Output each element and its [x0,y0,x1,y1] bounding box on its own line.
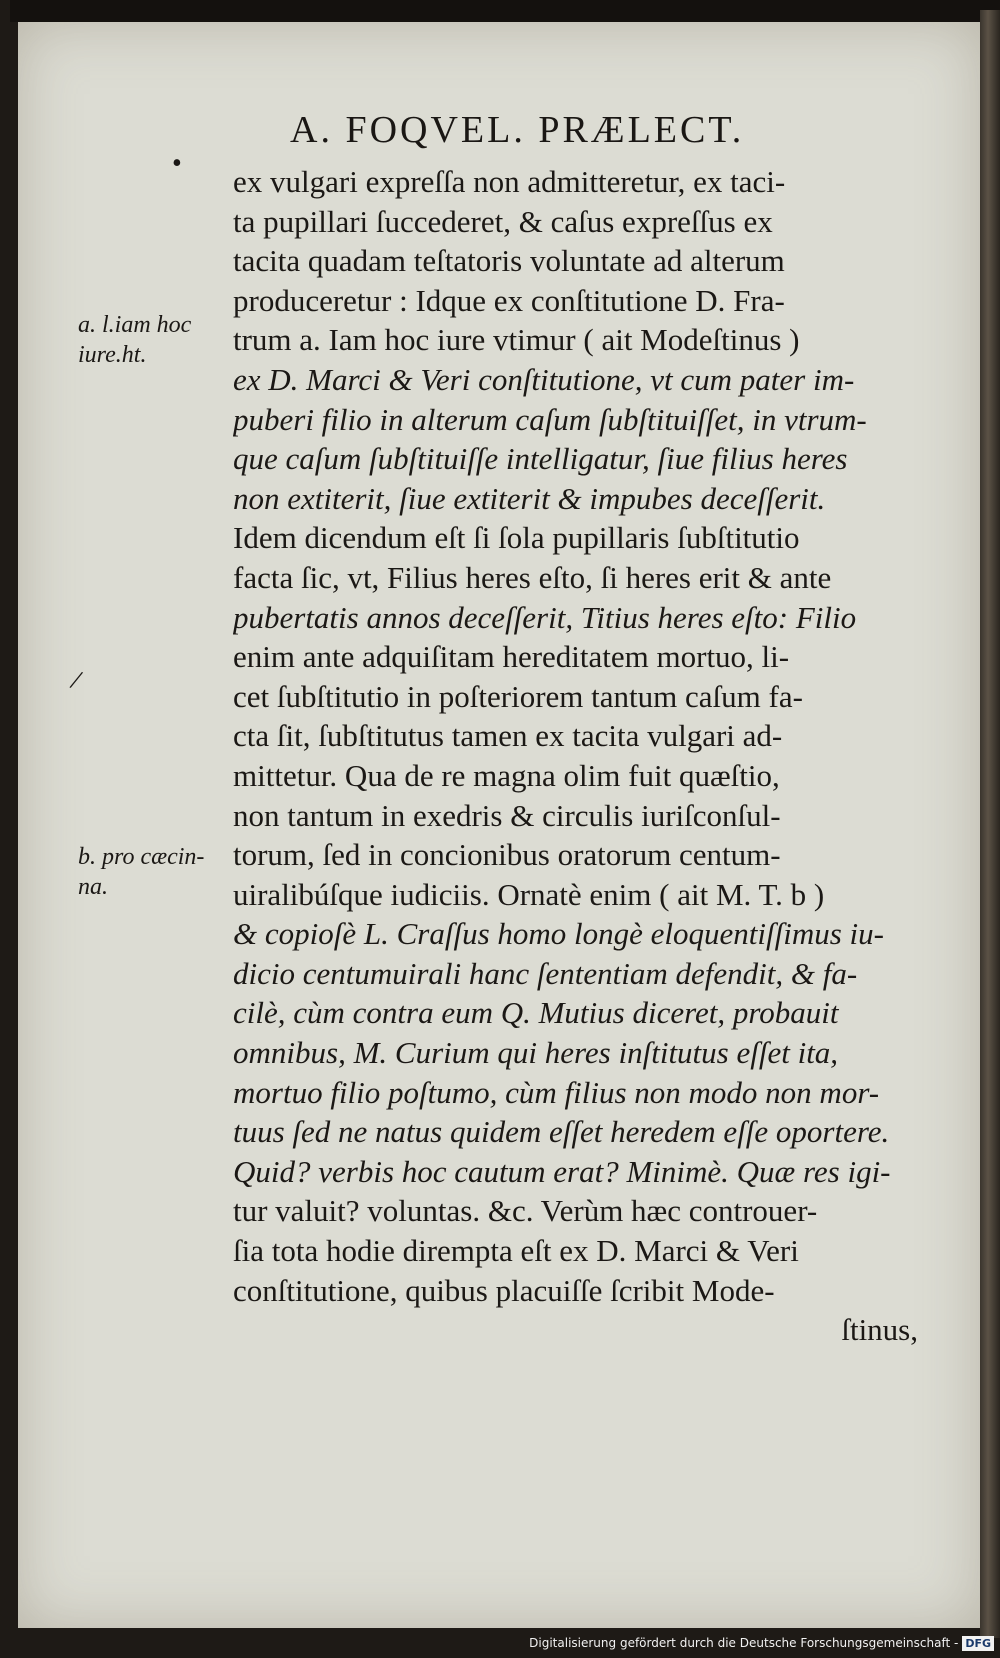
text-line: Idem dicendum eſt ſi ſola pupillaris ſubſtitutio [233,520,800,556]
text-line: conſtitutione, quibus placuiſſe ſcribit Mode- [233,1272,775,1308]
text-line: ſia tota hodie dirempta eſt ex D. Marci & Veri [233,1233,799,1269]
text-line: trum a. Iam hoc iure vtimur ( ait Modeſtinus ) [233,322,800,358]
text-line: facta ſic, vt, Filius heres eſto, ſi heres erit & ante [233,559,832,595]
text-line: que caſum ſubſtituiſſe intelligatur, ſiue filius heres [233,441,848,477]
scan-top-edge [10,0,1000,22]
text-line: uiralibúſque iudiciis. Ornatè enim ( ait M. T. b ) [233,876,825,912]
margin-note-line: na. [78,874,108,900]
margin-note-line: iure.ht. [78,342,147,368]
text-line: puberi filio in alterum caſum ſubſtituiſſet, in vtrum- [233,401,867,437]
footer-credit-text: Digitalisierung gefördert durch die Deutsche Forschungsgemeinschaft - [529,1636,959,1650]
text-line: ta pupillari ſuccederet, & caſus expreſſus ex [233,203,773,239]
text-line: cilè, cùm contra eum Q. Mutius diceret, probauit [233,995,839,1031]
text-line: mittetur. Qua de re magna olim fuit quæſtio, [233,757,780,793]
text-line: omnibus, M. Curium qui heres inſtitutus eſſet ita, [233,1035,839,1071]
text-line: non tantum in exedris & circulis iuriſconſul- [233,797,781,833]
page-edge-right [980,10,1000,1638]
dfg-logo: DFG [962,1636,994,1651]
text-line: ex vulgari expreſſa non admitteretur, ex taci- [233,164,786,199]
catchword: ſtinus, [841,1312,918,1348]
footer-credit [529,1632,994,1654]
text-line: pubertatis annos deceſſerit, Titius heres eſto: Filio [233,599,857,635]
text-line: cet ſubſtitutio in poſteriorem tantum caſum fa- [233,678,803,714]
ink-mark: • [172,148,182,179]
margin-note-b [78,842,204,902]
text-line: torum, ſed in concionibus oratorum centum- [233,837,781,873]
text-line: cta ſit, ſubſtitutus tamen ex tacita vulgari ad- [233,718,783,754]
ink-mark: / [67,664,86,697]
body-text [233,162,918,1350]
text-line: tuus ſed ne natus quidem eſſet heredem eſſe oportere. [233,1114,890,1150]
text-line: & copioſè L. Craſſus homo longè eloquentiſſimus iu- [233,916,884,952]
margin-note-line: b. pro cæcin- [78,844,205,870]
text-line: non extiterit, ſiue extiterit & impubes deceſſerit. [233,480,826,516]
text-line: enim ante adquiſitam hereditatem mortuo, li- [233,639,790,675]
text-line: ex D. Marci & Veri conſtitutione, vt cum pater im- [233,361,855,397]
running-head: A. FOQVEL. PRÆLECT. [290,109,745,151]
margin-note-line: a. l.iam hoc [78,312,192,338]
text-line: dicio centumuirali hanc ſententiam defendit, & fa- [233,955,858,991]
text-line: tacita quadam teſtatoris voluntate ad alterum [233,243,785,279]
text-line: mortuo filio poſtumo, cùm filius non modo non mor- [233,1074,880,1110]
text-line: tur valuit? voluntas. &c. Verùm hæc controuer- [233,1193,818,1229]
margin-note-a [78,310,191,370]
text-line: Quid? verbis hoc cautum erat? Minimè. Quæ res igi- [233,1153,891,1189]
text-line: produceretur : Idque ex conſtitutione D. Fra- [233,282,785,318]
